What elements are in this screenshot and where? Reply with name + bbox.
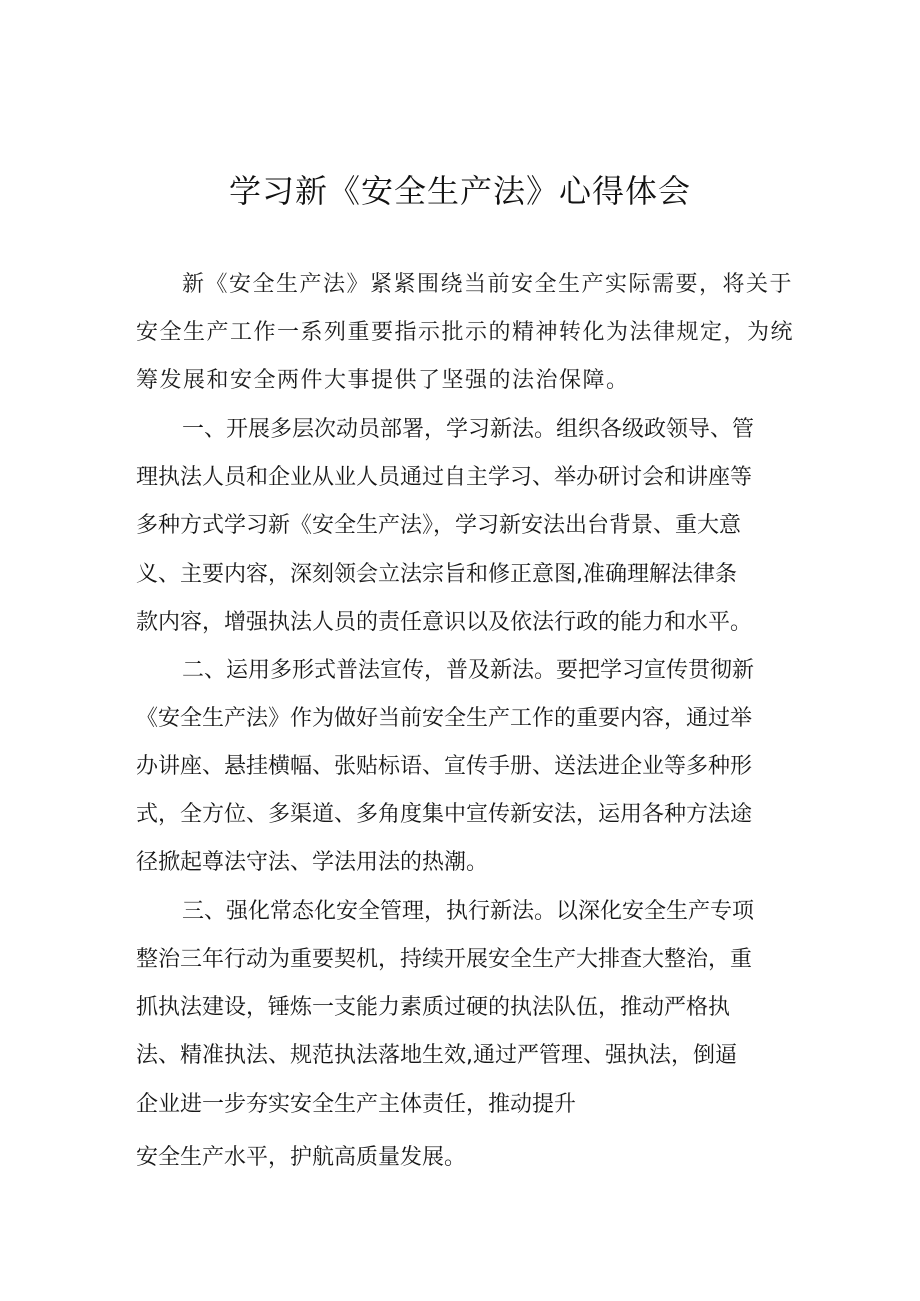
section2-line: 《安全生产法》作为做好当前安全生产工作的重要内容，通过举 bbox=[136, 706, 753, 731]
section3-line: 安全生产水平，护航高质量发展。 bbox=[136, 1145, 467, 1170]
section2-line: 二、运用多形式普法宣传，普及新法。要把学习宣传贯彻新 bbox=[182, 658, 755, 683]
section1-line: 一、开展多层次动员部署，学习新法。组织各级政领导、管 bbox=[182, 417, 755, 442]
section1-line: 款内容，增强执法人员的责任意识以及依法行政的能力和水平。 bbox=[136, 610, 753, 635]
intro-line: 筹发展和安全两件大事提供了坚强的法治保障。 bbox=[136, 368, 630, 393]
section2-line: 式，全方位、多渠道、多角度集中宣传新安法，运用各种方法途 bbox=[136, 802, 753, 827]
section1-line: 理执法人员和企业从业人员通过自主学习、举办研讨会和讲座等 bbox=[136, 465, 753, 490]
section3-line: 抓执法建设，锤炼一支能力素质过硬的执法队伍，推动严格执 bbox=[136, 995, 731, 1020]
section1-line: 义、主要内容，深刻领会立法宗旨和修正意图,准确理解法律条 bbox=[136, 562, 737, 587]
section3-line: 法、精准执法、规范执法落地生效,通过严管理、强执法，倒逼 bbox=[136, 1043, 737, 1068]
section2-line: 径掀起尊法守法、学法用法的热潮。 bbox=[136, 850, 489, 875]
section3-line: 整治三年行动为重要契机，持续开展安全生产大排查大整治，重 bbox=[136, 947, 753, 972]
section1-line: 多种方式学习新《安全生产法》，学习新安法出台背景、重大意 bbox=[136, 513, 742, 538]
document-title: 学习新《安全生产法》心得体会 bbox=[228, 172, 691, 210]
section3-line: 企业进一步夯实安全生产主体责任，推动提升 bbox=[136, 1092, 577, 1117]
intro-line: 安全生产工作一系列重要指示批示的精神转化为法律规定，为统 bbox=[136, 320, 795, 345]
intro-line: 新《安全生产法》紧紧围绕当前安全生产实际需要，将关于 bbox=[182, 272, 794, 297]
section3-line: 三、强化常态化安全管理，执行新法。以深化安全生产专项 bbox=[182, 899, 755, 924]
section2-line: 办讲座、悬挂横幅、张贴标语、宣传手册、送法进企业等多种形 bbox=[136, 754, 753, 779]
